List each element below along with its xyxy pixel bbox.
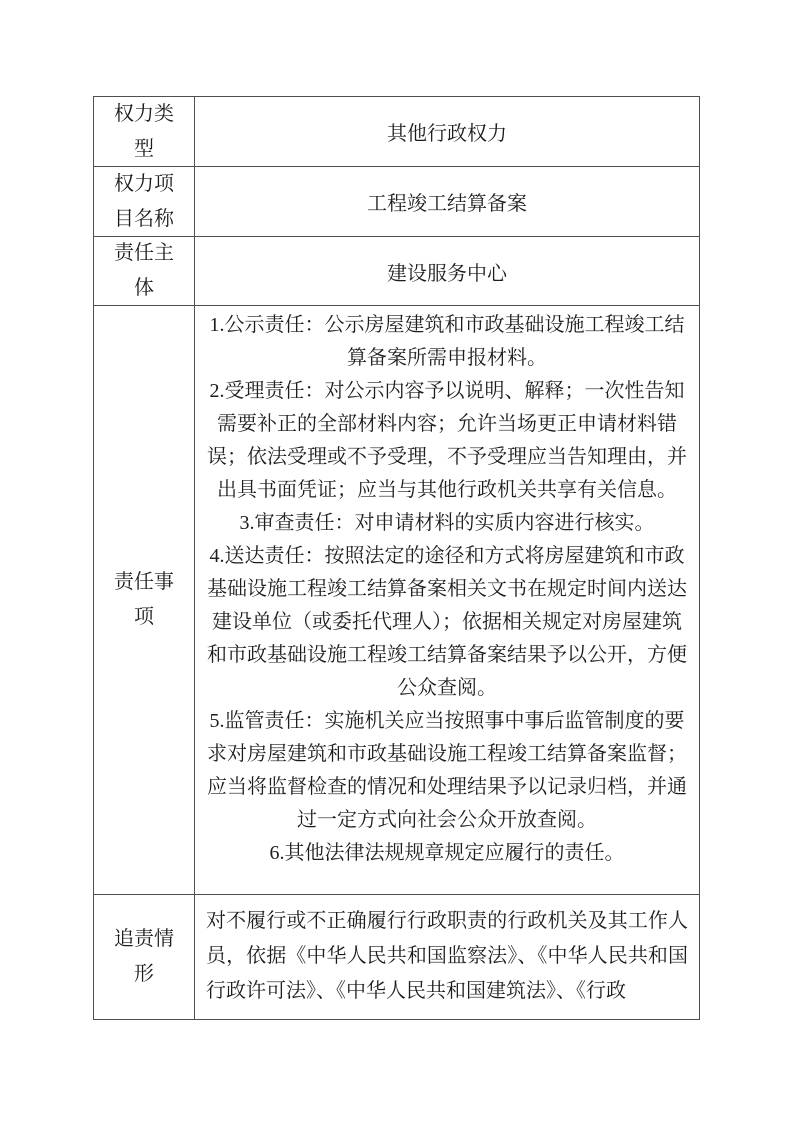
row-label-responsible-entity: 责任主体 — [94, 237, 195, 305]
row-content-accountability: 对不履行或不正确履行行政职责的行政机关及其工作人员，依据《中华人民共和国监察法》、《中华人民共和国行政许可法》、《中华人民共和国建筑法》、《行政 — [206, 910, 688, 1002]
row-label-responsibility-items: 责任事项 — [94, 306, 195, 894]
responsibility-item-6: 6.其他法律法规规章规定应履行的责任。 — [269, 842, 625, 864]
table-row-project-name — [94, 166, 699, 236]
row-label-accountability: 追责情形 — [94, 895, 195, 1019]
row-content-power-type: 其他行政权力 — [387, 123, 507, 145]
row-label-power-type: 权力类型 — [94, 97, 195, 166]
responsibility-item-3: 3.审查责任：对申请材料的实质内容进行核实。 — [239, 512, 655, 534]
table-row-power-type — [94, 97, 699, 166]
responsibility-item-5: 5.监管责任：实施机关应当按照事中事后监管制度的要求对房屋建筑和市政基础设施工程竣工结算备案监督；应当将监督检查的情况和处理结果予以记录归档，并通过一定方式向社会公众开放查阅。 — [207, 710, 687, 831]
table-row-accountability — [94, 894, 699, 1019]
table-row-responsibility-items — [94, 305, 699, 894]
row-content-project-name: 工程竣工结算备案 — [367, 193, 527, 215]
responsibility-item-4: 4.送达责任：按照法定的途径和方式将房屋建筑和市政基础设施工程竣工结算备案相关文书在规定时间内送达建设单位（或委托代理人）；依据相关规定对房屋建筑和市政基础设施工程竣工结算备案结果予以公开，方便公众查阅。 — [207, 545, 687, 699]
table-row-responsible-entity — [94, 236, 699, 305]
responsibility-item-2: 2.受理责任：对公示内容予以说明、解释；一次性告知需要补正的全部材料内容；允许当场更正申请材料错误；依法受理或不予受理，不予受理应当告知理由，并出具书面凭证；应当与其他行政机关共享有关信息。 — [207, 380, 687, 501]
responsibility-table — [93, 96, 700, 1020]
row-content-responsibility-items — [195, 306, 699, 894]
row-content-responsible-entity: 建设服务中心 — [387, 262, 507, 285]
row-label-project-name: 权力项目名称 — [94, 167, 195, 236]
responsibility-item-1: 1.公示责任：公示房屋建筑和市政基础设施工程竣工结算备案所需申报材料。 — [209, 314, 685, 369]
